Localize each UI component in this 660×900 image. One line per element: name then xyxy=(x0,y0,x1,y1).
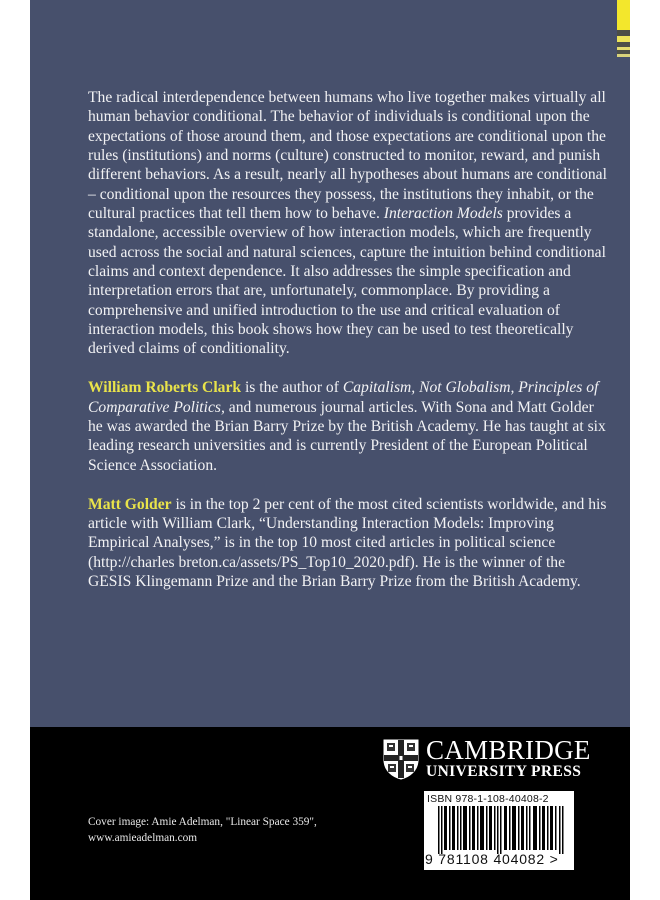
blurb-text xyxy=(88,88,608,591)
author-bio-clark: William Roberts Clark is the author of Capitalism, Not Globalism, Principles of Comparative Politics, and numerous journal articles. With Sona and Matt Golder he was awarded the Brian Barry Prize by the British Academy. He has taught at six leading research universities and is currently President of the European Political Science Association. xyxy=(88,379,606,474)
artist-website: www.amieadelman.com xyxy=(88,832,198,844)
cover-footer xyxy=(30,727,630,900)
publisher-name: CAMBRIDGE xyxy=(426,735,591,765)
isbn-digits: 9 781108 404082 > xyxy=(425,851,559,867)
cambridge-crest-icon xyxy=(382,738,420,780)
book-title: Interaction Models xyxy=(383,205,503,223)
publisher-subtitle: UNIVERSITY PRESS xyxy=(426,763,582,780)
author-name: William Roberts Clark xyxy=(88,379,242,397)
yellow-stripe xyxy=(617,54,630,57)
author-name: Matt Golder xyxy=(88,495,172,513)
author-bio-golder: Matt Golder is in the top 2 per cent of the most cited scientists worldwide, and his article with William Clark, “Understanding Interaction Models: Improving Empirical Analyses,” is in the top 10 most cited articles in political science (http://charles breton.ca/assets/PS_Top10_2020.pdf). He is the winner of the GESIS Klingemann Prize and the Brian Barry Prize from the British Academy. xyxy=(88,495,607,590)
book-description: The radical interdependence between humans who live together makes virtually all human behavior conditional. The behavior of individuals is conditional upon the expectations of those around them, and those expectations are conditional upon the rules (institutions) and norms (culture) constructed to monitor, reward, and punish different behaviors. As a result, nearly all hypotheses about humans are conditional – conditional upon the resources they possess, the institutions they inhabit, or the cultural practices that tell them how to behave. Interaction Models provides a standalone, accessible overview of how interaction models, which are frequently used across the social and natural sciences, capture the intuition behind conditional claims and context dependence. It also addresses the simple specification and interpretation errors that are, unfortunately, commonplace. By providing a comprehensive and unified introduction to the use and critical evaluation of interaction models, this book shows how they can be used to test theoretically derived claims of conditionality. xyxy=(88,89,607,358)
book-back-cover xyxy=(30,0,630,900)
isbn-barcode-box xyxy=(424,791,574,870)
yellow-stripe xyxy=(617,0,630,30)
barcode-icon xyxy=(438,806,566,854)
isbn-label: ISBN 978-1-108-40408-2 xyxy=(427,793,549,805)
publisher-logo xyxy=(382,737,591,781)
cover-image-credit: Cover image: Amie Adelman, "Linear Space 359", www.amieadelman.com xyxy=(88,816,317,844)
